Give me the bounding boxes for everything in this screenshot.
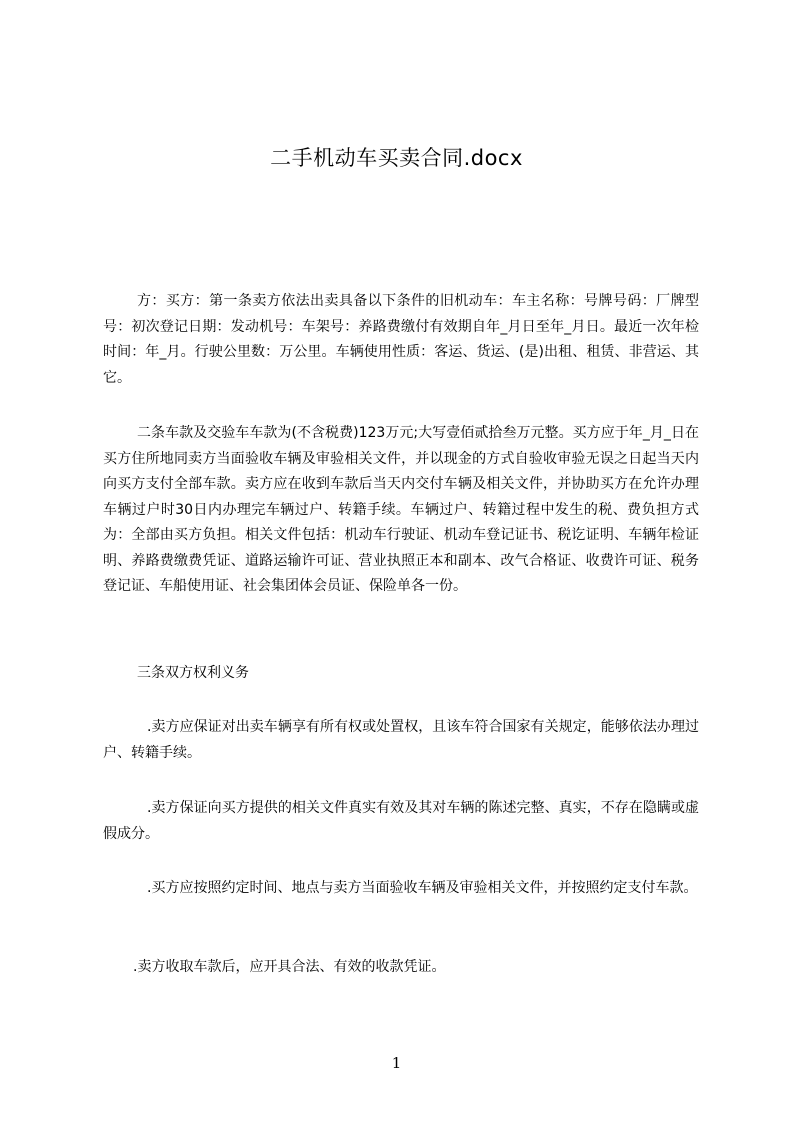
paragraph-clause-3: .买方应按照约定时间、地点与卖方当面验收车辆及审验相关文件，并按照约定支付车款。 [147,880,698,896]
paragraph-article-2: 二条车款及交验车车款为(不含税费)123万元;大写壹佰贰拾叁万元整。买方应于年_月_日在买方住所地同卖方当面验收车辆及审验相关文件，并以现金的方式自验收审验无误之日起当天内向买方支付全部车款。卖方应在收到车款后当天内交付车辆及相关文件，并协助买方在允许办理车辆过户时30日内办理完车辆过户、转籍手续。车辆过户、转籍过程中发生的税、费负担方式为：全部由买方负担。相关文件包括：机动车行驶证、机动车登记证书、税讫证明、车辆年检证明、养路费缴费凭证、道路运输许可证、营业执照正本和副本、改气合格证、收费许可证、税务登记证、车船使用证、社会集团体会员证、保险单各一份。 [103,425,699,594]
document-title: 二手机动车买卖合同.docx [270,146,523,170]
paragraph-clause-2: .卖方保证向买方提供的相关文件真实有效及其对车辆的陈述完整、真实，不存在隐瞒或虚假成分。 [103,800,699,842]
page-number: 1 [391,1054,402,1072]
paragraph-article-3-heading: 三条双方权利义务 [137,665,249,681]
paragraph-clause-4: .卖方收取车款后，应开具合法、有效的收款凭证。 [133,959,446,975]
paragraph-parties: 方：买方：第一条卖方依法出卖具备以下条件的旧机动车：车主名称：号牌号码：厂牌型号：初次登记日期：发动机号：车架号：养路费缴付有效期自年_月日至年_月日。最近一次年检时间：年_月。行驶公里数：万公里。车辆使用性质：客运、货运、(是)出租、租赁、非营运、其它。 [103,293,699,386]
paragraph-clause-1: .卖方应保证对出卖车辆享有所有权或处置权，且该车符合国家有关规定，能够依法办理过户、转籍手续。 [103,719,699,761]
